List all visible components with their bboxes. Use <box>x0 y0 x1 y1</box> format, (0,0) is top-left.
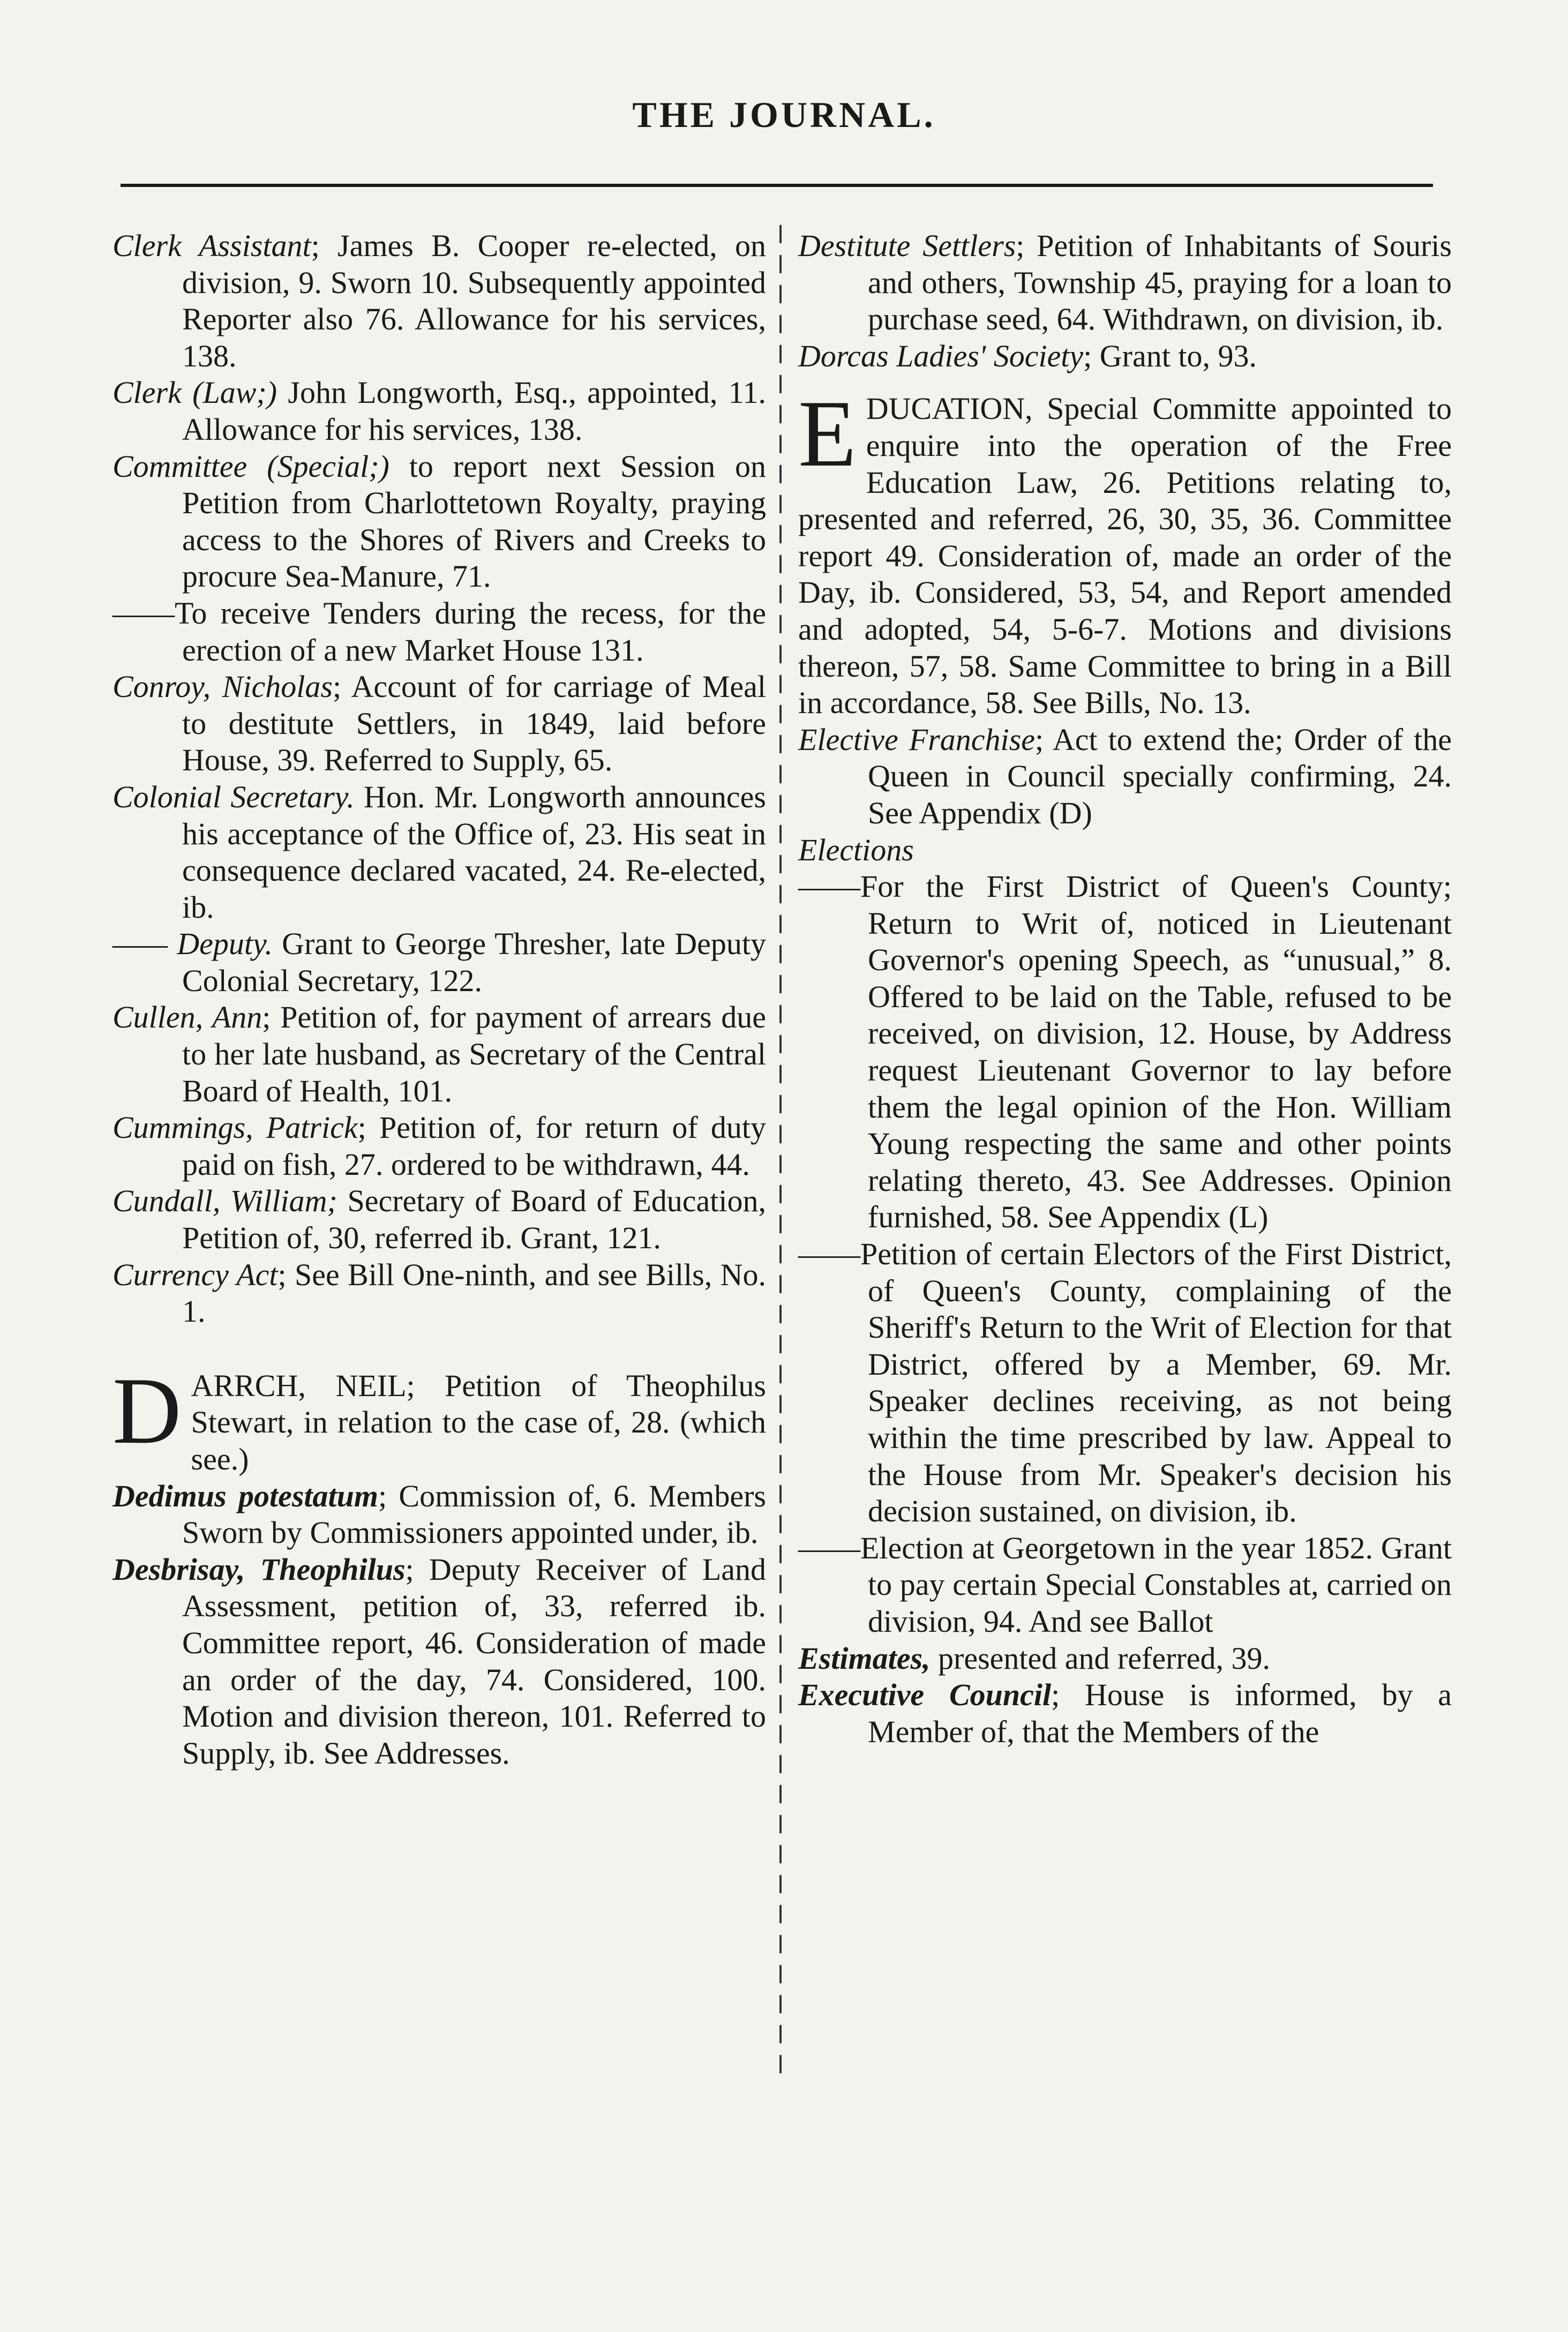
index-entry <box>798 868 1452 1236</box>
entry-head: —— <box>112 595 175 631</box>
index-entry <box>798 338 1452 375</box>
entry-head: ARRCH, NEIL; <box>191 1368 415 1403</box>
entry-head: Clerk (Law;) <box>112 375 277 410</box>
index-entry <box>112 595 766 669</box>
index-entry <box>112 1257 766 1330</box>
index-entry <box>798 832 1452 869</box>
entry-head: Cullen, Ann <box>112 1000 262 1035</box>
entry-head: Committee (Special;) <box>112 448 389 484</box>
entry-head: Dedimus potestatum <box>112 1478 379 1513</box>
index-entry <box>112 926 766 999</box>
entry-head: —— <box>798 869 860 904</box>
index-entry <box>112 1183 766 1256</box>
entry-head: Estimates, <box>798 1640 931 1676</box>
entry-text: For the First District of Queen's County; Return to Writ of, noticed in Lieutenant Governor's opening Speech, as “unusual,” 8. Offered to be laid on the Table, refused to be received, on division, 12. House, by Address request Lieutenant Governor to lay before them the legal opinion of the Hon. William Young respecting the same and other points relating thereto, 43. See Addresses. Opinion furnished, 58. See Appendix (L) <box>860 869 1452 1235</box>
entry-text: To receive Tenders during the recess, for the erection of a new Market House 131. <box>175 595 766 668</box>
entry-head: Conroy, Nicholas <box>112 669 333 704</box>
entry-head: Executive Council <box>798 1677 1052 1713</box>
right-column <box>798 228 1452 1750</box>
drop-cap: E <box>798 380 857 487</box>
entry-text: Hon. Mr. Longworth announces his acceptance of the Office of, 23. His seat in consequence declared vacated, 24. Re-elected, ib. <box>182 779 766 925</box>
index-entry <box>798 1677 1452 1750</box>
entry-text: ; James B. Cooper re-elected, on division, 9. Sworn 10. Subsequently appointed Reporter also 76. Allowance for his services, 138. <box>182 228 767 373</box>
index-entry <box>798 722 1452 832</box>
entry-text: ; Petition of, for payment of arrears due to her late husband, as Secretary of the Central Board of Health, 101. <box>182 1000 766 1108</box>
entry-text: Special Committe appointed to enquire into the operation of the Free Education Law, 26. Petitions relating to, presented and referred, 26, 30, 35, 36. Committee report 49. Consideration of, made an order of the Day, ib. Considered, 53, 54, and Report amended and adopted, 54, 5-6-7. Motions and divisions thereon, 57, 58. Same Committee to bring in a Bill in accordance, 58. See Bills, No. 13. <box>798 391 1452 721</box>
entry-text: ; House is informed, by a Member of, that the Members of the <box>868 1677 1452 1749</box>
entry-head: Elective Franchise <box>798 722 1035 757</box>
entry-text: Grant to George Thresher, late Deputy Colonial Secretary, 122. <box>182 926 766 998</box>
index-entry <box>112 228 766 374</box>
entry-text: ; Grant to, 93. <box>1083 338 1257 373</box>
entry-head: Elections <box>798 832 914 867</box>
entry-text: ; Deputy Receiver of Land Assessment, petition of, 33, referred ib. Committee report, 46. Consideration of made an order of the day, 74. Considered, 100. Motion and division thereon, 101. Referred to Supply, ib. See Addresses. <box>182 1551 766 1771</box>
entry-text: ; Petition of Inhabitants of Souris and others, Township 45, praying for a loan to purchase seed, 64. Withdrawn, on division, ib. <box>868 228 1452 337</box>
entry-head: —— <box>798 1236 860 1272</box>
index-entry <box>112 999 766 1109</box>
entry-text: to report next Session on Petition from Charlottetown Royalty, praying access to the Shores of Rivers and Creeks to procure Sea-Manure, 71. <box>182 448 766 594</box>
entry-text: ; See Bill One-ninth, and see Bills, No. 1. <box>182 1257 766 1329</box>
entry-text: ; Account of for carriage of Meal to destitute Settlers, in 1849, laid before House, 39. Referred to Supply, 65. <box>182 669 766 778</box>
index-entry <box>112 1551 766 1772</box>
entry-text: Secretary of Board of Education, Petition of, 30, referred ib. Grant, 121. <box>182 1183 766 1256</box>
index-entry <box>798 1530 1452 1640</box>
index-entry <box>112 448 766 595</box>
entry-head: Desbrisay, Theophilus <box>112 1551 406 1587</box>
index-entry <box>112 374 766 448</box>
entry-text: John Longworth, Esq., appointed, 11. Allowance for his services, 138. <box>182 375 766 447</box>
index-entry-dropcap <box>798 380 1452 721</box>
entry-head: Cummings, Patrick <box>112 1110 358 1145</box>
left-column <box>112 228 766 1772</box>
entry-text: Petition of certain Electors of the First District, of Queen's County, complaining of the Sheriff's Return to the Writ of Election for that District, offered by a Member, 69. Mr. Speaker declines receiving, as not being within the time prescribed by law. Appeal to the House from Mr. Speaker's decision his decision sustained, on division, ib. <box>860 1236 1452 1529</box>
page-title: THE JOURNAL. <box>632 94 936 135</box>
entry-text: Petition of Theophilus Stewart, in relation to the case of, 28. (which see.) <box>191 1368 766 1476</box>
entry-text: presented and referred, 39. <box>930 1640 1270 1676</box>
column-divider <box>779 225 782 2073</box>
entry-text: ; Act to extend the; Order of the Queen in Council specially confirming, 24. See Appendix (D) <box>868 722 1452 830</box>
entry-head: Clerk Assistant <box>112 228 311 263</box>
entry-head: Cundall, William; <box>112 1183 337 1219</box>
index-entry <box>112 1478 766 1551</box>
header-rule <box>121 184 1433 187</box>
index-entry <box>112 669 766 779</box>
entry-head: —— <box>798 1530 860 1565</box>
index-entry <box>798 1236 1452 1530</box>
entry-text: Election at Georgetown in the year 1852. Grant to pay certain Special Constables at, carried on division, 94. And see Ballot <box>860 1530 1452 1639</box>
index-entry <box>112 779 766 926</box>
entry-text: ; Petition of, for return of duty paid on fish, 27. ordered to be withdrawn, 44. <box>182 1110 766 1182</box>
index-entry <box>112 1109 766 1183</box>
entry-head: Dorcas Ladies' Society <box>798 338 1084 373</box>
entry-head: Currency Act <box>112 1257 278 1292</box>
entry-text: ; Commission of, 6. Members Sworn by Commissioners appointed under, ib. <box>182 1478 766 1550</box>
entry-head: Colonial Secretary. <box>112 779 355 814</box>
entry-head: DUCATION, <box>866 391 1033 426</box>
index-entry <box>798 228 1452 338</box>
index-entry-dropcap <box>112 1357 766 1478</box>
entry-head: Destitute Settlers <box>798 228 1016 263</box>
entry-head: —— Deputy. <box>112 926 273 962</box>
index-entry <box>798 1640 1452 1677</box>
drop-cap: D <box>112 1357 182 1464</box>
